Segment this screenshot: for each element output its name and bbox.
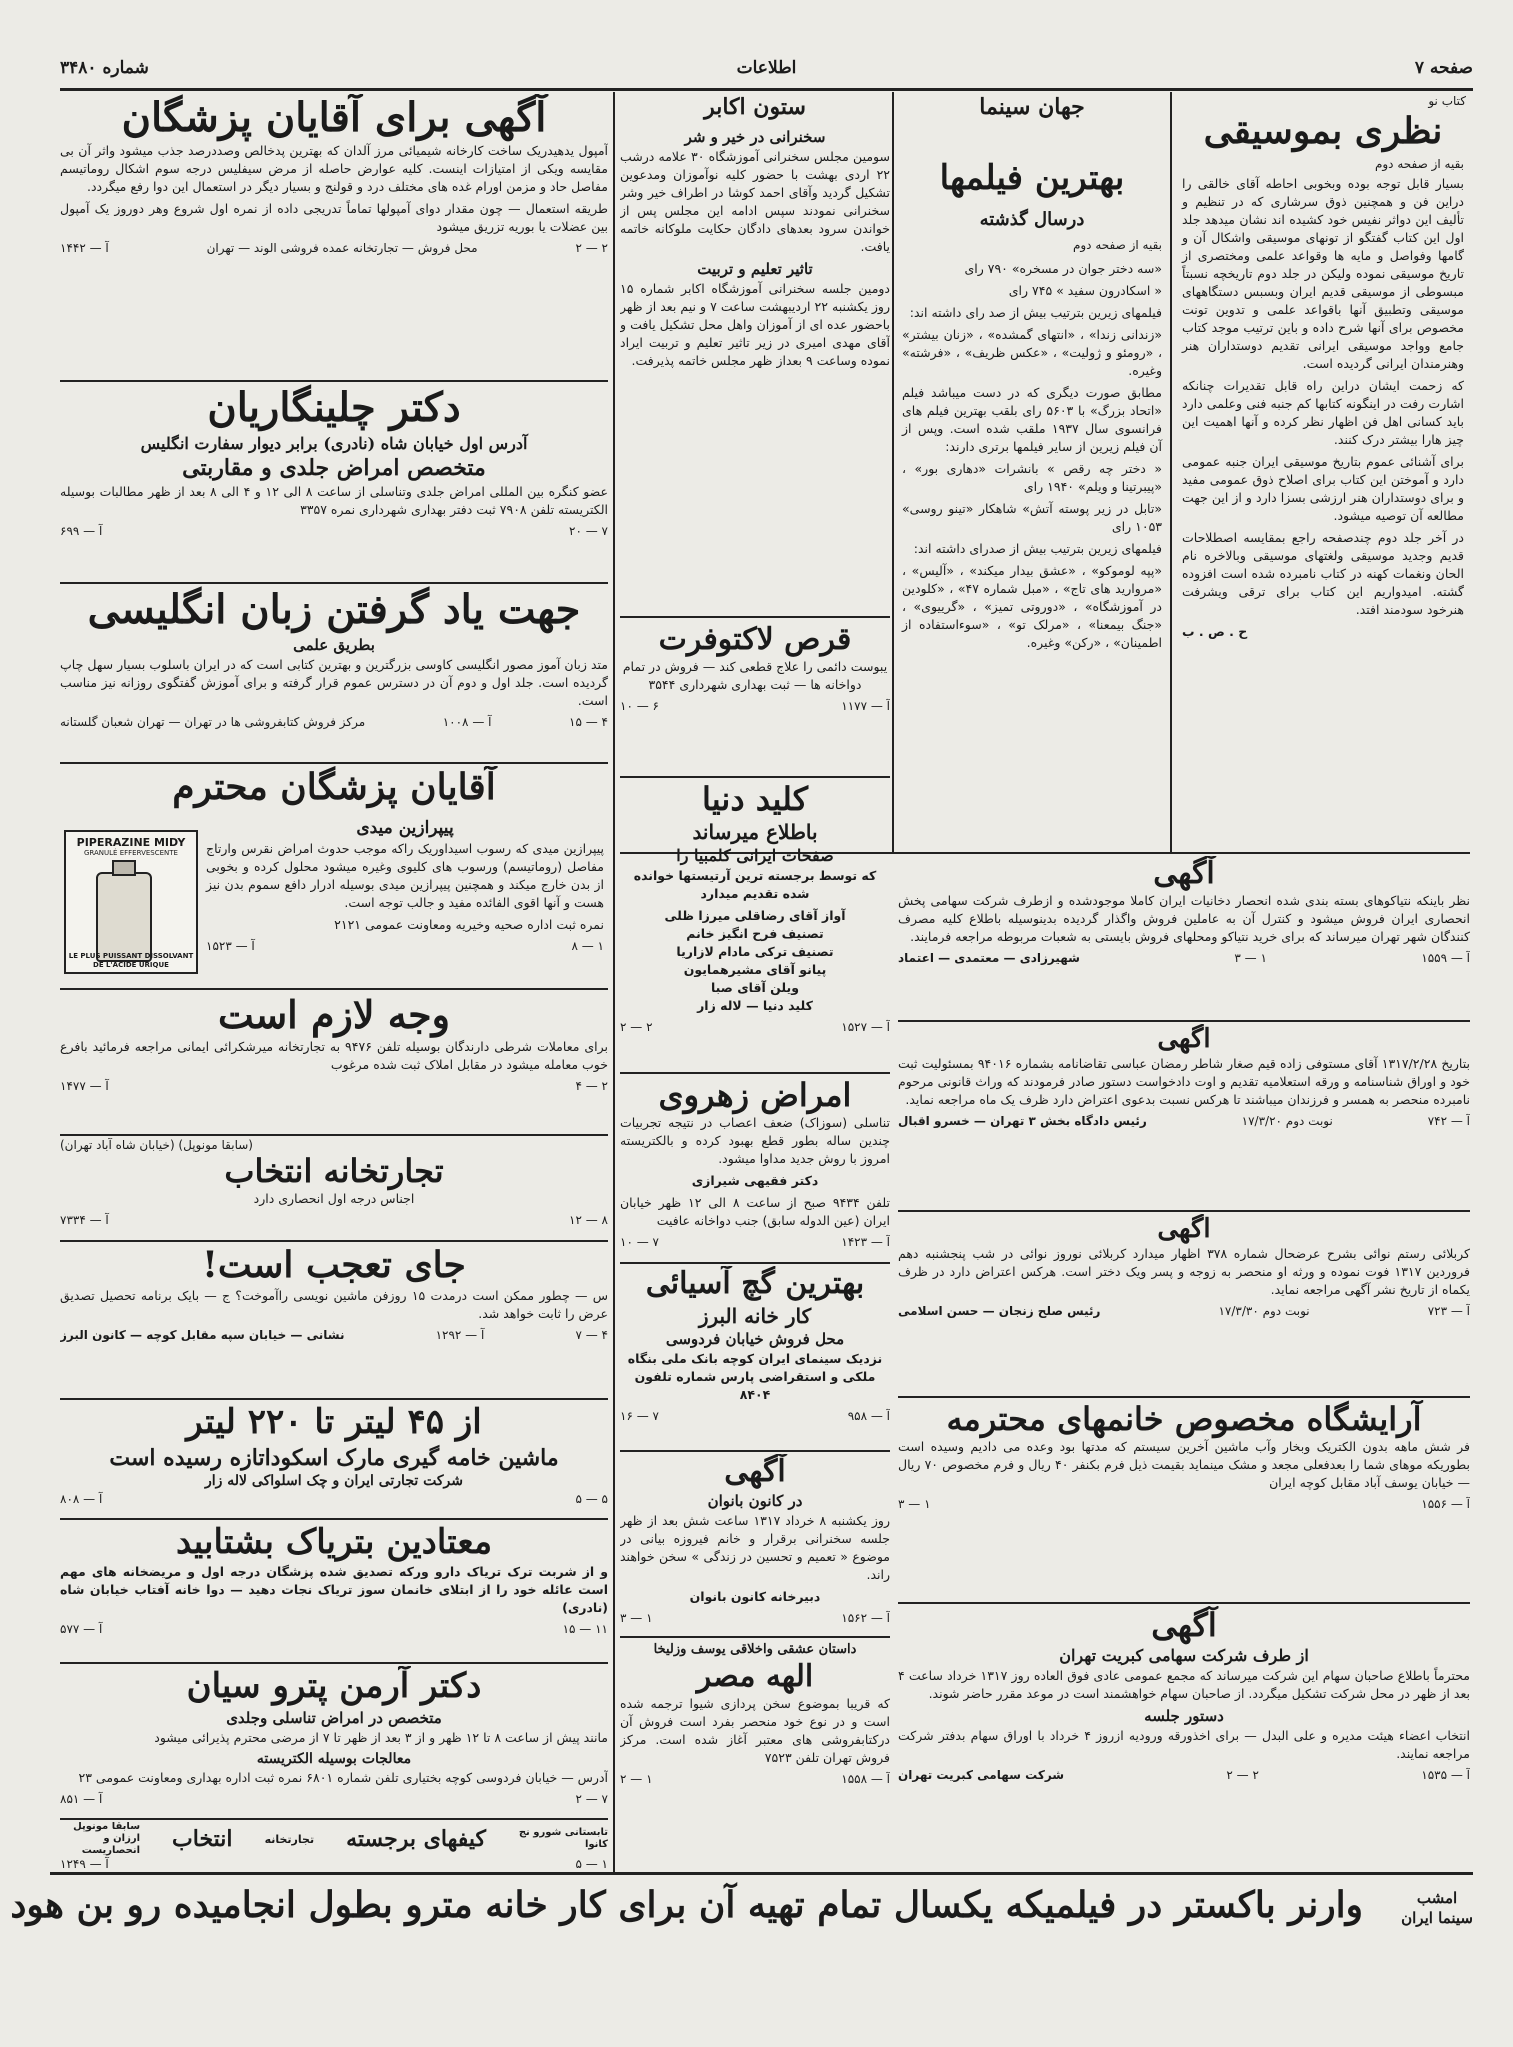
bottle-icon (96, 872, 152, 962)
gypsum-location: محل فروش خیابان فردوسی (665, 1330, 845, 1348)
chelingarian-title: دکتر چلینگاریان (207, 384, 461, 431)
entekhab-brand: انتخاب (172, 1825, 233, 1852)
piperazine-illustration (64, 830, 198, 974)
kebriti-title: آگهی (1151, 1606, 1217, 1644)
cinema-paragraph: « اسکادرون سفید » ۷۴۵ رای (1008, 283, 1162, 299)
ad-code: آ — ۱۵۶۲ (841, 1611, 890, 1625)
kebriti-subtitle: از طرف شرکت سهامی کبریت تهران (1059, 1646, 1309, 1666)
notice1-body: بتاریخ ۱۳۱۷/۲/۲۸ آقای مستوفی زاده قیم صغار شاطر رمضان عباسی تقاضانامه بشماره ۹۴۰۱۶ بمسئولیت ثبت خود و اوراق شناسنامه و ورقه استعلامیه تقدیم و اوت دادخواست دستور صادر فرمودند که وراث قانونی مرحوم نامبرده منحصر به همسر و فرزندان میباشند تا هرکس نسبت بدعوی اعتراض دارد ظرف یک ماه مراجعه نماید. (898, 1056, 1470, 1108)
ad-number: ۲ — ۴ (575, 1078, 608, 1093)
ad-doctors (60, 94, 608, 376)
ad-code: آ — ۱۲۹۲ (435, 1328, 485, 1343)
books-paragraph: در آخر جلد دوم چندصفحه راجع بمقایسه اصطلاحات قدیم وجدید موسیقی ولغتهای موسیقی وبالاخره نام الحان ونغمات کهنه در کتاب نامبرده شده است افزوده گشته. امیدواریم این کتاب برای ترقی ویشرفت هنرخود سودمند افتد. (1182, 530, 1464, 618)
ad-columbia (620, 780, 890, 1070)
surprise-body: س — چطور ممکن است درمدت ۱۵ روزفن ماشین نویسی راآموخت؟ ج — بایک برنامه تحصیل تصدیق عرض را ثابت خواهد شد. (60, 1288, 608, 1322)
cinema-subtitle: درسال گذشته (979, 209, 1085, 231)
columbia-item: آواز آقای رضاقلی میرزا ظلی (664, 908, 846, 924)
cinema-continued: بقیه از صفحه دوم (1072, 238, 1162, 253)
newspaper-name: اطلاعات (736, 58, 797, 78)
ad-physicians (60, 766, 608, 984)
books-paragraph: که زحمت ایشان دراین راه قابل تقدیرات چنانکه اشارت رفت در اینگونه کتابها کم جنبه فنی وعلمی دارد باید کسانی اهل فن اظهار نظر کرده و آنها اهمیت این چیز هارا بیشتر درک کنند. (1182, 378, 1464, 448)
gypsum-title: بهترین گچ آسیائی (645, 1266, 865, 1301)
ad-english (60, 586, 608, 758)
english-body: متد زبان آموز مصور انگلیسی کاوسی بزرگترین و بهترین کتابی است که در ایران باسلوب بسیار سهل چاپ گردیده است. جلد اول و دوم آن در دسترس عموم قرار گرفته و برای آموزش گفتگوی روزانه نیز مناسب است. (60, 657, 608, 708)
ad-salon (898, 1400, 1470, 1598)
banovan-title: آگهی (724, 1454, 786, 1489)
armen-subtitle: معالجات بوسیله الکتریسته (256, 1750, 412, 1767)
banovan-sign: دبیرخانه کانون بانوان (689, 1589, 821, 1604)
cinema-paragraph: فیلمهای زیرین بترتیب بیش از صد رای داشته اند: (909, 305, 1162, 321)
english-subtitle: بطریق علمی (293, 636, 375, 654)
ad-code: آ — ۱۲۴۹ (60, 1857, 109, 1870)
ad-code: آ — ۷۴۲ (1427, 1114, 1470, 1129)
ad-dairy (60, 1402, 608, 1514)
kebriti-agenda: دستور جلسه (1144, 1707, 1224, 1726)
cinema-banner-title: وارنر باکستر در فیلمیکه یکسال تمام تهیه آن برای کار خانه مترو بطول انجامیده رو بن هود (10, 1884, 1363, 1926)
ad-code: آ — ۱۵۲۳ (206, 939, 255, 953)
ad-number: ۸ — ۱۲ (569, 1213, 608, 1228)
dairy-shop: شرکت تجارتی ایران و چک اسلواکی لاله زار (204, 1472, 463, 1489)
gypsum-body: نزدیک سینمای ایران کوچه بانک ملی بنگاه ملکی و استقراضی پارس شماره تلفون ۸۴۰۴ (627, 1351, 883, 1402)
ad-lahe-mesr (620, 1640, 890, 1868)
money-body: برای معاملات شرطی دارندگان بوسیله تلفن ۹۴۷۶ به تجارتخانه میرشکرائی ایمانی مراجعه فرمائید بافرع خوب معامله میشود در مقابل املاک ثبت شده مرغوب (60, 1038, 608, 1072)
ad-armen (60, 1666, 608, 1816)
cinema-paragraph: فیلمهای زیرین بترتیب بیش از صدرای داشته اند: (913, 541, 1162, 557)
columbia-item: تصنیف فرح انگیز خانم (686, 926, 824, 942)
books-column (1176, 94, 1470, 850)
piperazine-label-small: GRANULÉ EFFERVESCENTE (84, 849, 178, 857)
ad-number: ۷ — ۱۶ (620, 1409, 659, 1423)
doctors-body: آمپول یدهیدریک ساخت کارخانه شیمیائی مرز آلدان که بهترین پدخالص وصددرصد جذب میشود واثر آن بی مقایسه ویکی از امتیازات اینست. کلیه عوارض حاصله از مرض سیفلیس درجه سوم اشکال روماتیسم مفاصل حاد و مزمن اورام غده های مختلف درد و قولنج و بسیار دیگر در استعمال این دوا رفع میگردد. (60, 143, 608, 194)
lahe-title: الهه مصر (696, 1659, 814, 1694)
lahe-kicker: داستان عشقی واخلاقی یوسف وزلیخا (653, 1642, 857, 1657)
books-paragraph: بسیار قابل توجه بوده وبخوبی احاطه آقای خالقی را دراین فن و همچنین ذوق سرشاری که در تنظیم و تألیف این دواثر نفیس خود کشیده اند نشان میدهد جلد اول این کتاب گفتگو از تونهای موسیقی واشکال آن و گامها وفواصل و مایه ها وقواعد علمی ومختصری از تاریخ موسیقی نموده ولیکن در جلد دوم تاریخچه نسبتاً مبسوطی از موسیقی قدیم ایران وبسبس دستگاههای موسیقی وتطبیق آنها باقواعد علمی و تدوین تونت مخصوص برای آنها شرح داده و باین ترتیب موجد کتاب جامع وواجد موسیقی ایرانی تقدیم دوستداران هنر وهنرمندان ایرانی گردیده است. (1182, 176, 1464, 372)
cinema-paragraph: «تابل در زیر پوسته آتش» شاهکار «تینو روسی» ۱۰۵۳ رای (902, 501, 1162, 535)
ad-money (60, 992, 608, 1130)
physicians-reg: نمره ثبت اداره صحیه وخیریه ومعاونت عمومی ۲۱۲۱ (334, 917, 604, 932)
ad-code: آ — ۵۷۷ (60, 1621, 103, 1636)
tobacco-signature: شهیرزادی — معتمدی — اعتماد (898, 951, 1080, 965)
ad-number: ۲ — ۲ (620, 1020, 653, 1035)
ad-tobacco (898, 856, 1470, 1016)
ad-gypsum (620, 1266, 890, 1446)
ad-number: ۷ — ۲ (575, 1791, 608, 1806)
piperazine-label: PIPERAZINE MIDY (76, 836, 186, 849)
ad-address: مرکز فروش کتابفروشی ها در تهران — تهران شعبان گلستانه (60, 715, 366, 729)
ad-code: آ — ۶۹۹ (60, 524, 103, 538)
cinema-column (896, 94, 1168, 850)
money-title: وجه لازم است (218, 992, 450, 1037)
entekhab-note: (سابقا مونوپل) (خیابان شاه آباد تهران) (60, 1138, 253, 1152)
ad-code: آ — ۱۰۰۸ (442, 715, 492, 729)
notice-date: نوبت دوم ۱۷/۳/۲۰ (1241, 1114, 1333, 1129)
ad-number: ۲ — ۲ (1226, 1768, 1259, 1783)
ad-chelingarian (60, 384, 608, 578)
ad-number: ۱۱ — ۱۵ (562, 1621, 608, 1636)
ad-entekhab (60, 1138, 608, 1236)
ad-kebriti (898, 1606, 1470, 1868)
columbia-title: کلید دنیا (702, 780, 808, 818)
doctors-note: طریقه استعمال — چون مقدار دوای آمپولها تماماً تدریجی داده از نمره اول شروع وهر دوروز یک آمپول بین عضلات یا بوریه تزریق میشود (60, 201, 608, 234)
dairy-title: از ۴۵ لیتر تا ۲۲۰ لیتر (186, 1402, 482, 1442)
chelingarian-body: عضو کنگره بین المللی امراض جلدی وتناسلی از ساعت ۸ الی ۱۲ و ۴ الی ۸ بعد از ظهر مطالبات بوسیله الکتریسته تلفن ۷۹۰۸ ثبت دفتر بهداری شهرداری نمره ۳۳۵۷ (60, 484, 608, 517)
salon-title: آرایشگاه مخصوص خانمهای محترمه (946, 1400, 1422, 1438)
kebriti-signature: شرکت سهامی کبریت تهران (898, 1768, 1065, 1783)
cinema-section: جهان سینما (979, 94, 1085, 120)
banovan-body: روز یکشنبه ۸ خرداد ۱۳۱۷ ساعت شش بعد از ظهر جلسه سخنرانی برقرار و خانم فیروزه بیانی در موضوع « تعمیم و تحسین در زندگی » سخن خواهند راند. (620, 1513, 890, 1582)
lactoferm-title: قرص لاکتوفرت (658, 622, 852, 657)
ad-code: آ — ۱۵۵۸ (841, 1772, 890, 1786)
ad-number: ۱ — ۲ (620, 1772, 653, 1786)
cinema-paragraph: مطابق صورت دیگری که در دست میباشد فیلم «اتحاد بزرگ» با ۵۶۰۳ رای بلقب بهترین فیلم های فرانسوی سال ۱۹۳۷ ملقب شده است. وپس از آن فیلم زیرین از سایر فیلمها برتری دارند: (902, 385, 1163, 455)
chelingarian-address: آدرس اول خیابان شاه (نادری) برابر دیوار سفارت انگلیس (140, 434, 528, 453)
ad-keifiha (60, 1822, 608, 1870)
cinema-banner (10, 1880, 1473, 1950)
akabir-paragraph: سومین مجلس سخنرانی آموزشگاه ۳۰ علامه درشب ۲۲ اردی بهشت با حضور کلیه نوآموزان ومدعوین تشکیل گردید وآقای احمد کوشا در اطراف خیر وشر سخنرانی نمودند سپس ادامه این مجلس پس از خواندن سرود بعدهای دادگان حکایت ملوکانه خاتمه یافت. (620, 149, 890, 255)
lahe-body: که قریبا بموضوع سخن پردازی شیوا ترجمه شده است و در نوع خود منحصر بفرد است فروش آن درکتابفروشی های معتبر آغاز شده است. مرکز فروش تهران تلفن ۷۵۲۳ (620, 1696, 890, 1765)
ad-code: آ — ۱۵۲۷ (841, 1020, 890, 1035)
surprise-title: جای تعجب است! (202, 1244, 466, 1286)
keifiha-side: تابستانی شورو نج کانوا (518, 1827, 608, 1850)
cinema-title: بهترین فیلمها (939, 158, 1125, 199)
ad-code: آ — ۱۴۲۳ (841, 1235, 890, 1250)
ad-code: آ — ۷۲۳ (1427, 1304, 1470, 1319)
opium-body: و از شربت ترک تریاک دارو ورکه تصدیق شده پزشگان درجه اول و مریضخانه های مهم است عائله خود را از ابتلای خانمان سوز تریاک نجات دهید — دوا خانه آفتاب خیابان شاه (نادری) (60, 1563, 608, 1615)
piperazine-slogan: LE PLUS PUISSANT DISSOLVANT DE L'ACIDE URIQUE (68, 952, 194, 969)
ad-venereal (620, 1076, 890, 1256)
dairy-subtitle: ماشین خامه گیری مارک اسکوداتازه رسیده است (109, 1444, 559, 1471)
tonight-label: امشب (1416, 1889, 1458, 1907)
header-rule (60, 88, 1473, 91)
physicians-subtitle: پیپرازین میدی (356, 818, 454, 838)
books-kicker: کتاب نو (1428, 94, 1466, 108)
cinema-banner-tag (1401, 1888, 1473, 1928)
kebriti-items: انتخاب اعضاء هیئت مدیره و علی البدل — برای اخذورقه ورودیه ازروز ۴ خرداد با اوراق سهام بدفتر شرکت مراجعه نمایند. (898, 1728, 1470, 1762)
entekhab-body: اجناس درجه اول انحصاری دارد (253, 1191, 415, 1207)
ad-code: آ — ۱۵۵۶ (1421, 1497, 1470, 1512)
column-divider (613, 92, 615, 1872)
keifiha-mid: تجارتخانه (264, 1832, 315, 1846)
columbia-body: که توسط برجسته ترین آرتیستها خوانده شده تقدیم میدارد (633, 868, 877, 902)
ad-number: ۱ — ۳ (620, 1611, 653, 1625)
issue-number: شماره ۳۴۸۰ (60, 58, 149, 78)
keifiha-left: سابقا مونوپل ارزان و انحصاریست (73, 1822, 141, 1856)
chelingarian-specialty: متخصص امراض جلدی و مقاربتی (182, 455, 486, 481)
ad-code: آ — ۸۵۱ (60, 1791, 103, 1806)
kebriti-body: محترماً باطلاع صاحبان سهام این شرکت میرساند که مجمع عمومی عادی فوق العاده روز ۱۳۱۷ خرداد ساعت ۴ بعد از ظهر در محل شرکت تشکیل میگردد. از صاحبان سهام خواهشمند است در موعد مقرر حاضر شوند. (898, 1668, 1470, 1702)
ad-number: ۵ — ۵ (575, 1491, 608, 1506)
banovan-subtitle: در کانون بانوان (707, 1492, 803, 1510)
books-signature: ح . ص . ب (1182, 624, 1248, 640)
akabir-subhead: سخنرانی در خیر و شر (684, 128, 826, 147)
ad-number: ۴ — ۷ (575, 1328, 608, 1343)
columbia-item: پیانو آقای مشیرهمایون (683, 962, 827, 978)
physicians-body: پیپرازین میدی که رسوب اسیداوریک راکه موجب حدوث امراض نقرس وارتاج مفاصل (روماتیسم) ورسوب های کلیوی وغیره میشود محلول کرده و بخوبی از بدن خارج میکند و همچنین پیپرازین میدی بوسیله ادرار دافع سموم بدن نیز هست و آنها اقوی الفائده مفید و جالب توجه است. (206, 841, 604, 910)
ad-surprise (60, 1244, 608, 1394)
ad-number: ۶ — ۱۰ (620, 699, 659, 713)
armen-title: دکتر آرمن پترو سیان (186, 1666, 482, 1706)
ad-number: ۲ — ۲ (575, 241, 608, 255)
bottom-rule (50, 1872, 1473, 1875)
columbia-item: ویلن آقای صبا (710, 980, 799, 996)
columbia-shop: کلید دنیا — لاله زار (697, 998, 813, 1014)
page-header (60, 58, 1473, 90)
akabir-column (620, 94, 890, 614)
cinema-paragraph: « دختر چه رقص » بانشرات «دهاری بور» ، «پیبرتینا و ویلم» ۱۹۴۰ رای (902, 461, 1162, 495)
books-continued: بقیه از صفحه دوم (1374, 157, 1464, 172)
ad-banovan (620, 1454, 890, 1634)
lactoferm-body: یبوست دائمی را علاج قطعی کند — فروش در تمام دواخانه ها — ثبت بهداری شهرداری ۳۵۴۴ (622, 659, 888, 692)
cinema-iran-label: سینما ایران (1401, 1909, 1473, 1927)
ad-code: آ — ۹۵۸ (847, 1409, 890, 1423)
notice-signature: رئیس دادگاه بخش ۳ تهران — خسرو اقبال (898, 1114, 1147, 1129)
books-title: نظری بموسیقی (1203, 110, 1443, 152)
tobacco-title: آگهی (1153, 856, 1215, 891)
ad-code: آ — ۱۵۳۵ (1421, 1768, 1470, 1783)
english-title: جهت یاد گرفتن زبان انگلیسی (87, 586, 581, 633)
cinema-paragraph: «زندانی زندا» ، «انتهای گمشده» ، «زنان بیشتر» ، «رومئو و ژولیت» ، «عکس ظریف» ، «فرشته» وغیره. (902, 327, 1162, 379)
ad-notice-1 (898, 1024, 1470, 1206)
page-number: صفحه ۷ (1414, 58, 1473, 78)
tobacco-body: نظر باینکه نتیاکوهای بسته بندی شده انحصار دخانیات ایران کاملا موجودشده و ازطرف شرکت سهامی پخش انحصاری ایران فروش میشود و کنترل آن به عاملین فروش واگذار گردیده بدینوسیله باطلاع کلیه مصرف کنندگان شهر تهران میرساند که برای خرید نتیاکو ومحلهای فروش بایستی به شعبات مربوطه مراجعه فرمایند. (898, 893, 1470, 944)
gypsum-subtitle: کار خانه البرز (698, 1304, 812, 1328)
opium-title: معتادین بتریاک بشتابید (175, 1522, 493, 1562)
ad-number: ۱ — ۳ (898, 1497, 931, 1512)
akabir-subhead: تاثیر تعلیم و تربیت (697, 260, 813, 279)
ad-lactoferm (620, 622, 890, 772)
salon-body: فر شش ماهه بدون الکتریک وبخار وآب ماشین آخرین سیستم که مدتها بود وعده می دادیم وسیده است بطوریکه موهای شما را بعدفعلی مجعد و مشک مینماید بقیمت ذیل فرم بکنفر ۴۰ ریال و فرم مخصوص ۷۰ ریال — خیابان یوسف آباد مقابل کوچه ایران (898, 1439, 1470, 1491)
armen-specialty: متخصص در امراض تناسلی وجلدی (226, 1708, 442, 1727)
ad-number: ۴ — ۱۵ (569, 715, 608, 729)
ad-address: محل فروش — تجارتخانه عمده فروشی الوند — تهران (206, 241, 478, 255)
armen-address: آدرس — خیابان فردوسی کوچه بختیاری تلفن شماره ۶۸۰۱ نمره ثبت اداره بهداری ومعاونت عمومی ۲۳ (78, 1769, 608, 1785)
notice1-title: اگهی (1157, 1024, 1211, 1054)
venereal-title: امراض زهروی (658, 1076, 852, 1114)
ad-number: ۱ — ۵ (575, 1857, 608, 1870)
columbia-line: صفحات ایرانی کلمبیا را (676, 846, 834, 866)
keifiha-title: کیفهای برجسته (346, 1825, 486, 1852)
columbia-subtitle: باطلاع میرساند (692, 820, 818, 845)
armen-body: مانند پیش از ساعت ۸ تا ۱۲ ظهر و از ۳ بعد از ظهر تا ۷ از مرضی محترم پذیرائی میشود (154, 1729, 608, 1745)
akabir-title: ستون اکابر (704, 94, 806, 120)
ad-address: نشانی — خیابان سپه مقابل کوچه — کانون البرز (60, 1328, 345, 1343)
ad-notice-2 (898, 1214, 1470, 1392)
notice2-title: اگهی (1157, 1214, 1211, 1244)
ad-number: ۷ — ۱۰ (620, 1235, 659, 1250)
ad-code: آ — ۱۱۷۷ (841, 699, 890, 713)
cinema-paragraph: «پپه لوموکو» ، «عشق بیدار میکند» ، «آلیس» ، «مروارید های تاج» ، «مبل شماره ۴۷» ، «کلودین در آموزشگاه» ، «دوروتی تمیز» ، «گرییوی» ، «جنگ بیمعنا» ، «مرلک تو» ، «سوءاستفاده از اطمینان» ، «رکن» وغیره. (902, 563, 1162, 651)
notice-date: نوبت دوم ۱۷/۳/۳۰ (1218, 1304, 1310, 1319)
notice2-body: کربلائی رستم نوائی بشرح عرضحال شماره ۳۷۸ اظهار میدارد کربلائی نوروز نوائی در شب پنجشنبه دهم فروردین ۱۳۱۷ فوت نموده و ورثه او منحصر به زوجه و پسر ویک دختر است. هرکس اعتراض دارد در ظرف یکماه از تاریخ نشر آگهی مراجعه نماید. (898, 1246, 1470, 1298)
akabir-paragraph: دومین جلسه سخنرانی آموزشگاه اکابر شماره ۱۵ روز یکشنبه ۲۲ اردیبهشت ساعت ۷ و نیم بعد از ظهر باحضور عده ای از آموزان واهل محل تشکیل یافت و آقای مهدی امیری در زیر تاثیر تعلیم و تربیت ایراد نموده وساعت ۹ بعداز ظهر مجلس خاتمه پذیرفت. (620, 281, 890, 369)
ad-number: ۱ — ۸ (571, 939, 604, 953)
column-divider (1170, 92, 1172, 852)
ad-number: ۷ — ۲۰ (569, 524, 608, 538)
venereal-doctor: دکتر فقیهی شیرازی (691, 1173, 819, 1189)
column-divider (892, 92, 894, 852)
doctors-title: آگهی برای آقایان پزشگان (121, 94, 547, 141)
ad-code: آ — ۱۴۷۷ (60, 1078, 109, 1093)
books-paragraph: برای آشنائی عموم بتاریخ موسیقی ایران جنبه عمومی دارد و آموختن این کتاب برای اصلاح ذوق عمومی مفید و برای دوستداران هنر ارزشی بسزا دارد و از این جهت مطالعه آن توصیه میشود. (1182, 454, 1464, 524)
entekhab-title: تجارتخانه انتخاب (224, 1152, 444, 1190)
venereal-body: تناسلی (سوزاک) ضعف اعصاب در نتیجه تجربیات چندین ساله بطور قطع بهبود کرده و بالکتریسته امروز با روش جدید مداوا میشود. (620, 1115, 890, 1167)
ad-code: آ — ۱۴۴۲ (60, 241, 109, 255)
venereal-hours: تلفن ۹۴۳۴ صبح از ساعت ۸ الی ۱۲ ظهر خیابان ایران (عین الدوله سابق) جنب دواخانه عافیت (620, 1195, 890, 1229)
notice-signature: رئیس صلح زنجان — حسن اسلامی (898, 1304, 1101, 1319)
columbia-item: تصنیف ترکی مادام لازاریا (676, 944, 834, 960)
ad-code: آ — ۸۰۸ (60, 1491, 103, 1506)
physicians-title: آقایان پزشگان محترم (172, 766, 496, 808)
ad-opium (60, 1522, 608, 1658)
ad-code: آ — ۱۵۵۹ (1421, 951, 1470, 965)
cinema-paragraph: «سه دختر جوان در مسخره» ۷۹۰ رای (964, 261, 1162, 277)
ad-number: ۱ — ۳ (1234, 951, 1267, 965)
ad-code: آ — ۷۳۳۴ (60, 1213, 109, 1228)
